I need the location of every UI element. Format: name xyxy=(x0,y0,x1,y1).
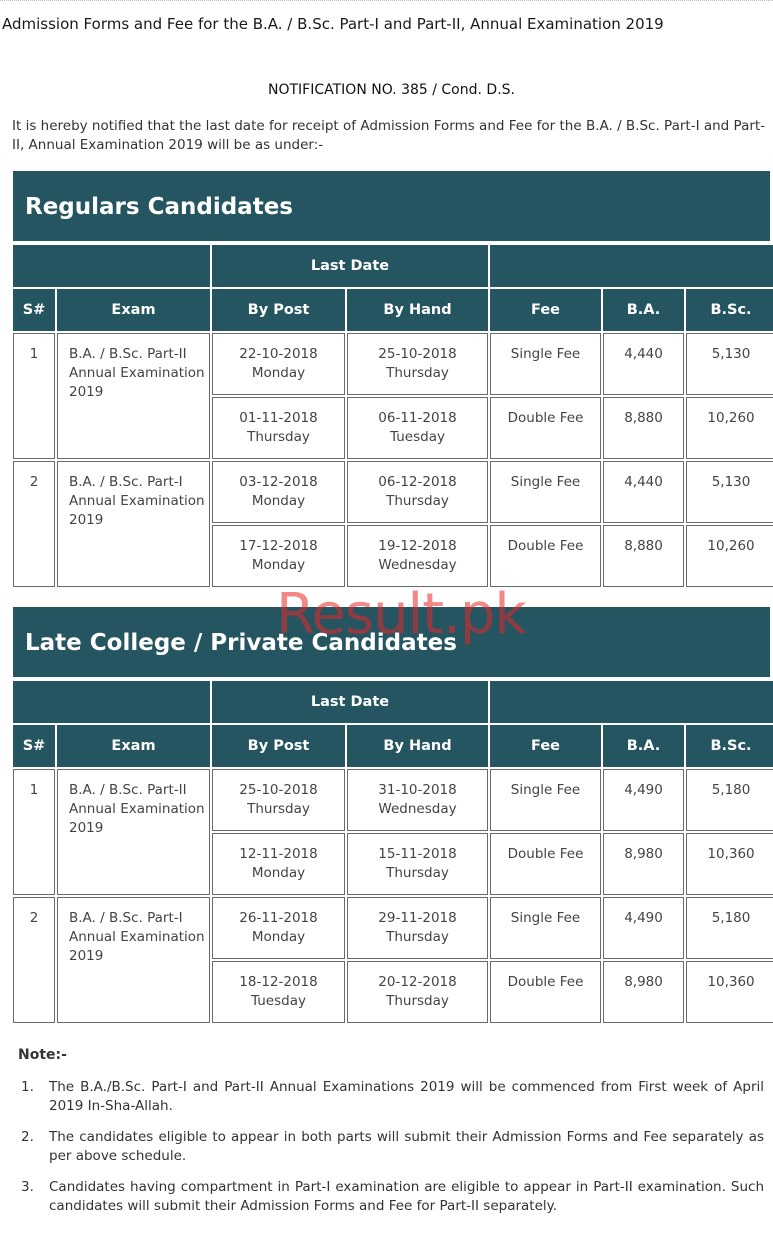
cell-bsc: 5,180 xyxy=(686,769,773,831)
cell-ba: 4,490 xyxy=(603,769,684,831)
cell-fee: Single Fee xyxy=(490,333,601,395)
cell-by-hand: 25-10-2018 Thursday xyxy=(347,333,488,395)
cell-sno: 1 xyxy=(13,333,55,459)
cell-by-post: 25-10-2018 Thursday xyxy=(212,769,345,831)
cell-fee: Single Fee xyxy=(490,461,601,523)
header-by-post: By Post xyxy=(212,725,345,767)
cell-bsc: 5,130 xyxy=(686,333,773,395)
header-by-hand: By Hand xyxy=(347,725,488,767)
cell-by-post: 01-11-2018 Thursday xyxy=(212,397,345,459)
header-fee: Fee xyxy=(490,289,601,331)
regular-candidates-section xyxy=(13,171,770,589)
cell-by-hand: 19-12-2018 Wednesday xyxy=(347,525,488,587)
cell-ba: 8,980 xyxy=(603,961,684,1023)
cell-by-hand: 15-11-2018 Thursday xyxy=(347,833,488,895)
header-last-date: Last Date xyxy=(212,245,488,287)
table-row xyxy=(13,769,773,831)
header-blank xyxy=(490,245,773,287)
table-row xyxy=(13,333,773,395)
cell-sno: 1 xyxy=(13,769,55,895)
note-title: Note:- xyxy=(18,1047,67,1063)
section-heading: Late College / Private Candidates xyxy=(13,607,770,679)
header-exam: Exam xyxy=(57,289,210,331)
cell-by-post: 18-12-2018 Tuesday xyxy=(212,961,345,1023)
cell-ba: 8,880 xyxy=(603,397,684,459)
cell-fee: Double Fee xyxy=(490,833,601,895)
cell-bsc: 10,360 xyxy=(686,961,773,1023)
watermark: Result.pk xyxy=(276,582,526,647)
cell-by-post: 12-11-2018 Monday xyxy=(212,833,345,895)
list-item: 2. The candidates eligible to appear in both parts will submit their Admission Forms and Fee separately as per above schedule. xyxy=(21,1129,764,1164)
section-heading: Regulars Candidates xyxy=(13,171,770,243)
cell-sno: 2 xyxy=(13,897,55,1023)
cell-by-post: 22-10-2018 Monday xyxy=(212,333,345,395)
intro-paragraph: It is hereby notified that the last date for receipt of Admission Forms and Fee for the B.A. / B.Sc. Part-I and Part-II, Annual Examination 2019 will be as under:- xyxy=(12,118,766,153)
cell-bsc: 10,260 xyxy=(686,525,773,587)
cell-fee: Single Fee xyxy=(490,897,601,959)
cell-fee: Double Fee xyxy=(490,397,601,459)
list-item: 1. The B.A./B.Sc. Part-I and Part-II Annual Examinations 2019 will be commenced from First week of April 2019 In-Sha-Allah. xyxy=(21,1079,764,1114)
cell-by-post: 26-11-2018 Monday xyxy=(212,897,345,959)
list-item: 3. Candidates having compartment in Part-I examination are eligible to appear in Part-II examination. Such candidates will submit their Admission Forms and Fee for Part-II separately. xyxy=(21,1179,764,1214)
header-blank xyxy=(13,245,210,287)
cell-exam: B.A. / B.Sc. Part-II Annual Examination 2019 xyxy=(57,769,210,895)
header-blank xyxy=(490,681,773,723)
cell-exam: B.A. / B.Sc. Part-I Annual Examination 2019 xyxy=(57,897,210,1023)
cell-by-hand: 06-11-2018 Tuesday xyxy=(347,397,488,459)
cell-ba: 4,490 xyxy=(603,897,684,959)
cell-by-hand: 20-12-2018 Thursday xyxy=(347,961,488,1023)
header-bsc: B.Sc. xyxy=(686,725,773,767)
page-title: Admission Forms and Fee for the B.A. / B.Sc. Part-I and Part-II, Annual Examination 2019 xyxy=(2,15,664,33)
notes-list xyxy=(18,1078,764,1228)
cell-exam: B.A. / B.Sc. Part-II Annual Examination 2019 xyxy=(57,333,210,459)
cell-bsc: 10,360 xyxy=(686,833,773,895)
table-row xyxy=(13,461,773,523)
header-fee: Fee xyxy=(490,725,601,767)
cell-ba: 8,980 xyxy=(603,833,684,895)
cell-ba: 4,440 xyxy=(603,333,684,395)
cell-by-hand: 31-10-2018 Wednesday xyxy=(347,769,488,831)
cell-bsc: 5,130 xyxy=(686,461,773,523)
table-row xyxy=(13,897,773,959)
cell-exam: B.A. / B.Sc. Part-I Annual Examination 2019 xyxy=(57,461,210,587)
header-ba: B.A. xyxy=(603,289,684,331)
late-candidates-section xyxy=(13,607,770,1025)
cell-ba: 8,880 xyxy=(603,525,684,587)
top-divider xyxy=(0,0,773,1)
cell-sno: 2 xyxy=(13,461,55,587)
cell-ba: 4,440 xyxy=(603,461,684,523)
header-ba: B.A. xyxy=(603,725,684,767)
cell-bsc: 5,180 xyxy=(686,897,773,959)
cell-by-hand: 06-12-2018 Thursday xyxy=(347,461,488,523)
header-by-hand: By Hand xyxy=(347,289,488,331)
header-sno: S# xyxy=(13,725,55,767)
cell-bsc: 10,260 xyxy=(686,397,773,459)
header-by-post: By Post xyxy=(212,289,345,331)
header-sno: S# xyxy=(13,289,55,331)
cell-fee: Double Fee xyxy=(490,961,601,1023)
cell-fee: Single Fee xyxy=(490,769,601,831)
header-last-date: Last Date xyxy=(212,681,488,723)
cell-fee: Double Fee xyxy=(490,525,601,587)
header-exam: Exam xyxy=(57,725,210,767)
cell-by-hand: 29-11-2018 Thursday xyxy=(347,897,488,959)
fee-table xyxy=(11,679,773,1025)
header-bsc: B.Sc. xyxy=(686,289,773,331)
notification-number: NOTIFICATION NO. 385 / Cond. D.S. xyxy=(268,82,515,98)
fee-table xyxy=(11,243,773,589)
header-blank xyxy=(13,681,210,723)
cell-by-post: 03-12-2018 Monday xyxy=(212,461,345,523)
cell-by-post: 17-12-2018 Monday xyxy=(212,525,345,587)
